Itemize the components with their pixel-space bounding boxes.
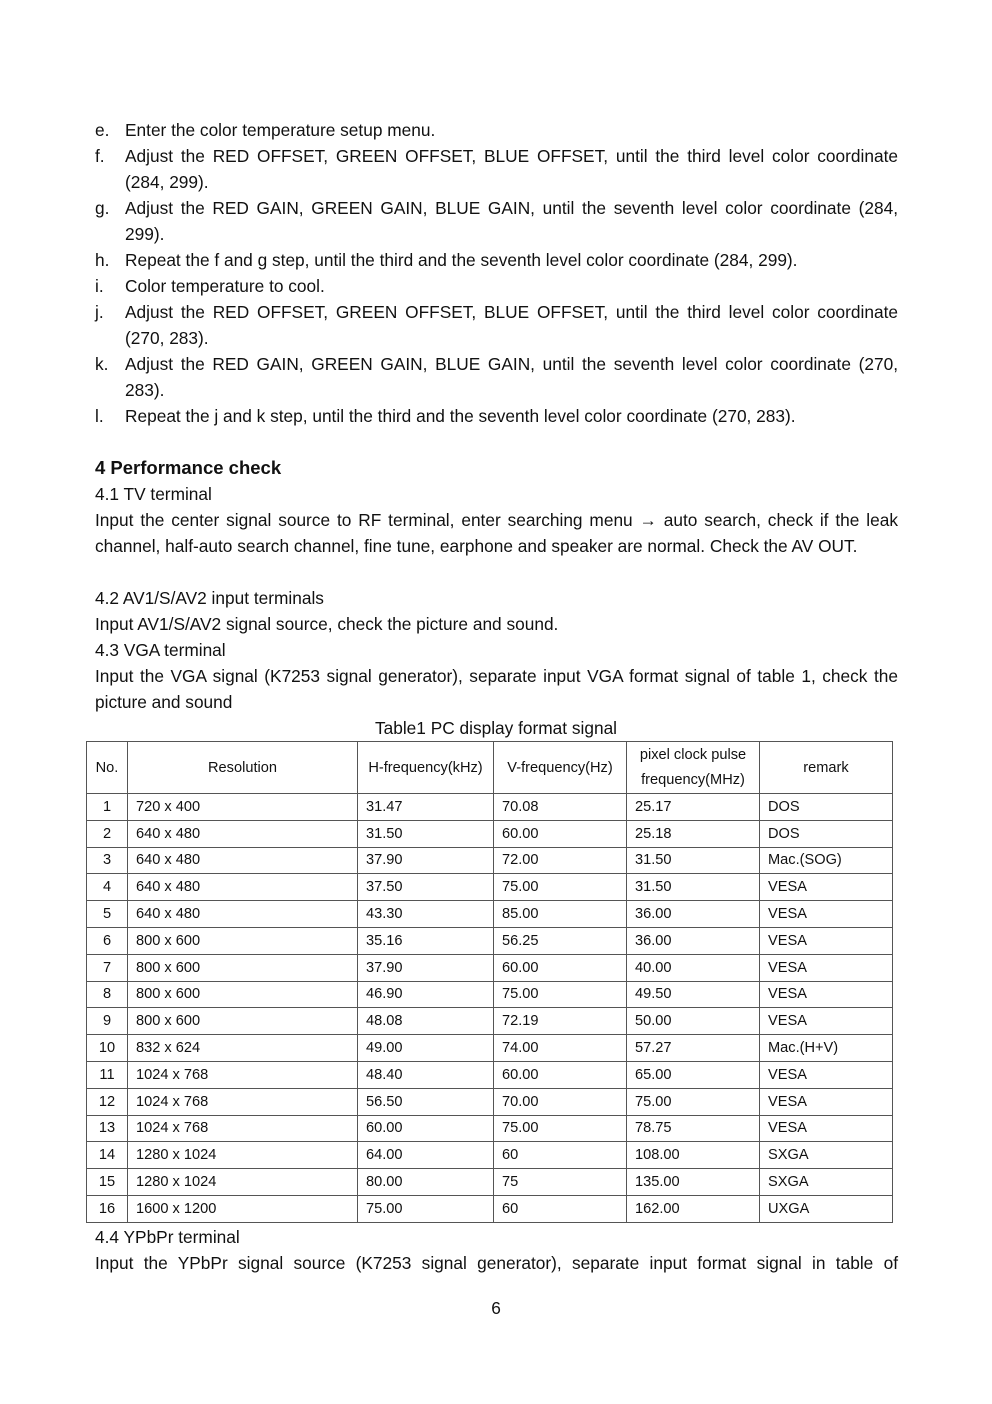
cell-no: 6 bbox=[87, 927, 128, 954]
cell-pixel-clock: 49.50 bbox=[627, 981, 760, 1008]
cell-v-frequency: 60.00 bbox=[494, 820, 627, 847]
step-text: Adjust the RED GAIN, GREEN GAIN, BLUE GAIN, until the seventh level color coordinate (284, 299). bbox=[125, 198, 898, 244]
cell-h-frequency: 35.16 bbox=[358, 927, 494, 954]
cell-h-frequency: 48.08 bbox=[358, 1008, 494, 1035]
cell-resolution: 800 x 600 bbox=[128, 981, 358, 1008]
step-text: Adjust the RED OFFSET, GREEN OFFSET, BLUE OFFSET, until the third level color coordinate (270, 283). bbox=[125, 302, 898, 348]
cell-no: 3 bbox=[87, 847, 128, 874]
cell-v-frequency: 70.08 bbox=[494, 794, 627, 821]
step-label: i. bbox=[95, 276, 104, 296]
cell-remark: VESA bbox=[760, 1061, 893, 1088]
table-row bbox=[87, 1195, 893, 1222]
cell-remark: VESA bbox=[760, 1008, 893, 1035]
cell-pixel-clock: 135.00 bbox=[627, 1169, 760, 1196]
subsection-body-4-1: Input the center signal source to RF terminal, enter searching menu → auto search, check if the leak channel, half-auto search channel, fine tune, earphone and speaker are normal. Check the AV OUT. bbox=[95, 510, 898, 556]
header-h-frequency: H-frequency(kHz) bbox=[358, 742, 494, 794]
header-pixel-clock: pixel clock pulse frequency(MHz) bbox=[627, 742, 760, 794]
cell-pixel-clock: 162.00 bbox=[627, 1195, 760, 1222]
cell-resolution: 640 x 480 bbox=[128, 820, 358, 847]
cell-h-frequency: 60.00 bbox=[358, 1115, 494, 1142]
table-row bbox=[87, 1061, 893, 1088]
cell-h-frequency: 75.00 bbox=[358, 1195, 494, 1222]
cell-pixel-clock: 40.00 bbox=[627, 954, 760, 981]
cell-remark: VESA bbox=[760, 981, 893, 1008]
cell-pixel-clock: 57.27 bbox=[627, 1035, 760, 1062]
cell-no: 16 bbox=[87, 1195, 128, 1222]
subsection-title-4-2: 4.2 AV1/S/AV2 input terminals bbox=[95, 588, 324, 608]
cell-h-frequency: 31.50 bbox=[358, 820, 494, 847]
cell-remark: Mac.(SOG) bbox=[760, 847, 893, 874]
header-remark: remark bbox=[760, 742, 893, 794]
subsection-body-4-4: Input the YPbPr signal source (K7253 signal generator), separate input format signal in table of bbox=[95, 1253, 898, 1273]
cell-no: 7 bbox=[87, 954, 128, 981]
cell-resolution: 640 x 480 bbox=[128, 901, 358, 928]
cell-h-frequency: 49.00 bbox=[358, 1035, 494, 1062]
cell-v-frequency: 60.00 bbox=[494, 1061, 627, 1088]
page-number: 6 bbox=[491, 1298, 501, 1318]
cell-resolution: 800 x 600 bbox=[128, 1008, 358, 1035]
table-row bbox=[87, 1142, 893, 1169]
subsection-title-4-4: 4.4 YPbPr terminal bbox=[95, 1227, 240, 1247]
cell-resolution: 640 x 480 bbox=[128, 847, 358, 874]
table-row bbox=[87, 794, 893, 821]
cell-remark: VESA bbox=[760, 901, 893, 928]
cell-pixel-clock: 25.18 bbox=[627, 820, 760, 847]
cell-no: 15 bbox=[87, 1169, 128, 1196]
cell-pixel-clock: 50.00 bbox=[627, 1008, 760, 1035]
table-row bbox=[87, 927, 893, 954]
cell-v-frequency: 75.00 bbox=[494, 874, 627, 901]
cell-v-frequency: 60 bbox=[494, 1195, 627, 1222]
cell-no: 11 bbox=[87, 1061, 128, 1088]
cell-v-frequency: 60 bbox=[494, 1142, 627, 1169]
cell-pixel-clock: 78.75 bbox=[627, 1115, 760, 1142]
table-caption: Table1 PC display format signal bbox=[374, 718, 618, 738]
cell-pixel-clock: 75.00 bbox=[627, 1088, 760, 1115]
cell-pixel-clock: 31.50 bbox=[627, 847, 760, 874]
cell-remark: SXGA bbox=[760, 1169, 893, 1196]
subsection-title-4-3: 4.3 VGA terminal bbox=[95, 640, 226, 660]
cell-no: 13 bbox=[87, 1115, 128, 1142]
cell-pixel-clock: 65.00 bbox=[627, 1061, 760, 1088]
cell-resolution: 1024 x 768 bbox=[128, 1061, 358, 1088]
cell-v-frequency: 70.00 bbox=[494, 1088, 627, 1115]
cell-no: 14 bbox=[87, 1142, 128, 1169]
table-row bbox=[87, 1169, 893, 1196]
cell-h-frequency: 56.50 bbox=[358, 1088, 494, 1115]
cell-resolution: 1600 x 1200 bbox=[128, 1195, 358, 1222]
subsection-body-4-3: Input the VGA signal (K7253 signal generator), separate input VGA format signal of table 1, check the picture and sound bbox=[95, 666, 898, 712]
cell-resolution: 640 x 480 bbox=[128, 874, 358, 901]
cell-v-frequency: 72.00 bbox=[494, 847, 627, 874]
step-label: e. bbox=[95, 120, 110, 140]
table-row bbox=[87, 901, 893, 928]
step-text: Color temperature to cool. bbox=[125, 276, 325, 296]
cell-v-frequency: 75.00 bbox=[494, 1115, 627, 1142]
step-text: Enter the color temperature setup menu. bbox=[125, 120, 436, 140]
cell-h-frequency: 37.50 bbox=[358, 874, 494, 901]
step-text: Adjust the RED GAIN, GREEN GAIN, BLUE GAIN, until the seventh level color coordinate (270, 283). bbox=[125, 354, 898, 400]
cell-resolution: 1280 x 1024 bbox=[128, 1169, 358, 1196]
cell-resolution: 1280 x 1024 bbox=[128, 1142, 358, 1169]
cell-v-frequency: 56.25 bbox=[494, 927, 627, 954]
cell-pixel-clock: 36.00 bbox=[627, 901, 760, 928]
table-row bbox=[87, 847, 893, 874]
cell-no: 1 bbox=[87, 794, 128, 821]
cell-v-frequency: 60.00 bbox=[494, 954, 627, 981]
pc-format-table bbox=[86, 741, 893, 1223]
cell-no: 5 bbox=[87, 901, 128, 928]
cell-h-frequency: 37.90 bbox=[358, 954, 494, 981]
cell-remark: DOS bbox=[760, 794, 893, 821]
cell-pixel-clock: 31.50 bbox=[627, 874, 760, 901]
cell-h-frequency: 48.40 bbox=[358, 1061, 494, 1088]
table-row bbox=[87, 874, 893, 901]
table-row bbox=[87, 1008, 893, 1035]
step-label: g. bbox=[95, 198, 110, 218]
cell-resolution: 1024 x 768 bbox=[128, 1115, 358, 1142]
cell-no: 9 bbox=[87, 1008, 128, 1035]
cell-h-frequency: 37.90 bbox=[358, 847, 494, 874]
step-label: k. bbox=[95, 354, 109, 374]
cell-resolution: 720 x 400 bbox=[128, 794, 358, 821]
cell-remark: VESA bbox=[760, 1115, 893, 1142]
cell-v-frequency: 85.00 bbox=[494, 901, 627, 928]
table-row bbox=[87, 1035, 893, 1062]
table-row bbox=[87, 1115, 893, 1142]
cell-resolution: 1024 x 768 bbox=[128, 1088, 358, 1115]
cell-pixel-clock: 108.00 bbox=[627, 1142, 760, 1169]
subsection-body-4-2: Input AV1/S/AV2 signal source, check the picture and sound. bbox=[95, 614, 559, 634]
cell-v-frequency: 72.19 bbox=[494, 1008, 627, 1035]
cell-resolution: 800 x 600 bbox=[128, 954, 358, 981]
step-label: l. bbox=[95, 406, 104, 426]
header-no: No. bbox=[87, 742, 128, 794]
table-row bbox=[87, 1088, 893, 1115]
cell-h-frequency: 64.00 bbox=[358, 1142, 494, 1169]
step-text: Repeat the j and k step, until the third and the seventh level color coordinate (270, 283). bbox=[125, 406, 796, 426]
header-v-frequency: V-frequency(Hz) bbox=[494, 742, 627, 794]
cell-h-frequency: 80.00 bbox=[358, 1169, 494, 1196]
cell-no: 10 bbox=[87, 1035, 128, 1062]
cell-h-frequency: 31.47 bbox=[358, 794, 494, 821]
header-resolution: Resolution bbox=[128, 742, 358, 794]
table-header-row bbox=[87, 742, 893, 794]
section-heading: 4 Performance check bbox=[95, 457, 282, 478]
cell-remark: Mac.(H+V) bbox=[760, 1035, 893, 1062]
cell-v-frequency: 75 bbox=[494, 1169, 627, 1196]
cell-pixel-clock: 36.00 bbox=[627, 927, 760, 954]
cell-resolution: 832 x 624 bbox=[128, 1035, 358, 1062]
step-label: f. bbox=[95, 146, 105, 166]
cell-resolution: 800 x 600 bbox=[128, 927, 358, 954]
cell-no: 4 bbox=[87, 874, 128, 901]
step-text: Repeat the f and g step, until the third and the seventh level color coordinate (284, 299). bbox=[125, 250, 798, 270]
step-label: h. bbox=[95, 250, 110, 270]
step-text: Adjust the RED OFFSET, GREEN OFFSET, BLUE OFFSET, until the third level color coordinate (284, 299). bbox=[125, 146, 898, 192]
table-row bbox=[87, 981, 893, 1008]
table-row bbox=[87, 820, 893, 847]
subsection-title-4-1: 4.1 TV terminal bbox=[95, 484, 212, 504]
cell-h-frequency: 46.90 bbox=[358, 981, 494, 1008]
step-label: j. bbox=[95, 302, 104, 322]
cell-no: 2 bbox=[87, 820, 128, 847]
cell-remark: SXGA bbox=[760, 1142, 893, 1169]
cell-remark: VESA bbox=[760, 927, 893, 954]
cell-v-frequency: 74.00 bbox=[494, 1035, 627, 1062]
table-row bbox=[87, 954, 893, 981]
cell-remark: UXGA bbox=[760, 1195, 893, 1222]
cell-h-frequency: 43.30 bbox=[358, 901, 494, 928]
cell-no: 12 bbox=[87, 1088, 128, 1115]
cell-v-frequency: 75.00 bbox=[494, 981, 627, 1008]
cell-remark: VESA bbox=[760, 954, 893, 981]
cell-remark: DOS bbox=[760, 820, 893, 847]
cell-pixel-clock: 25.17 bbox=[627, 794, 760, 821]
cell-remark: VESA bbox=[760, 874, 893, 901]
cell-no: 8 bbox=[87, 981, 128, 1008]
cell-remark: VESA bbox=[760, 1088, 893, 1115]
